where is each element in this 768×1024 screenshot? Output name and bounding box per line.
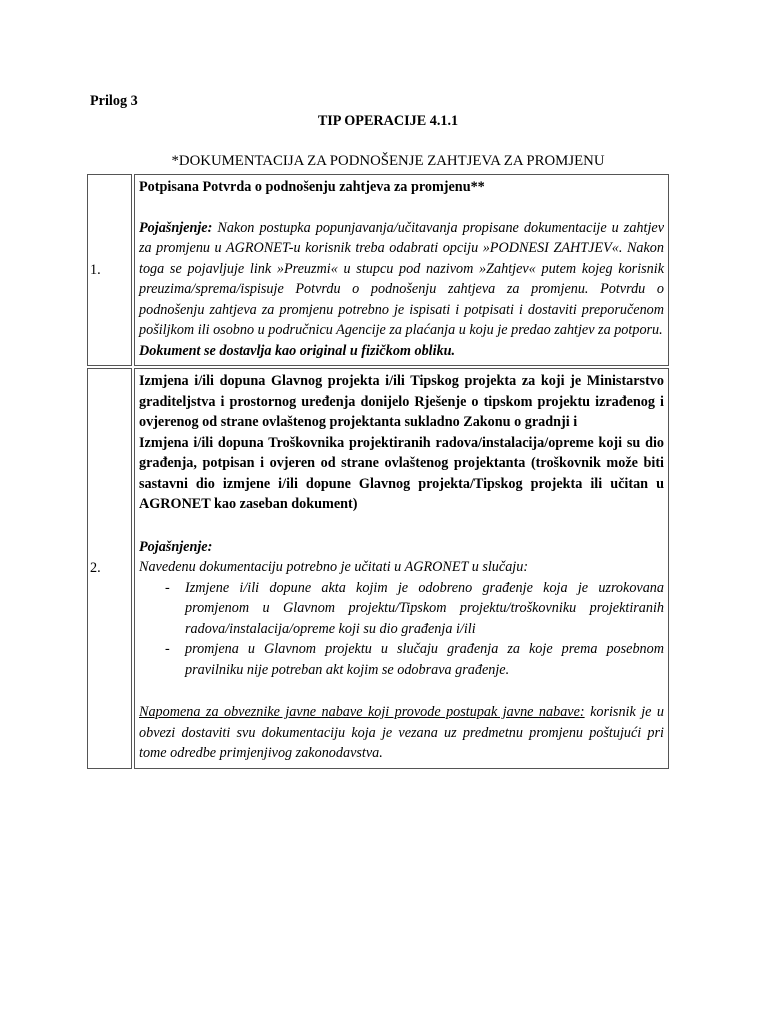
table-row	[87, 368, 669, 769]
row-number: 1.	[87, 174, 132, 366]
explanation-label: Pojašnjenje:	[139, 538, 213, 555]
list-item-text: Izmjene i/ili dopune akta kojim je odobreno građenje koja je uzrokovana promjenom u Glavnom projektu/Tipskom projektu/troškovniku projektiranih radova/instalacija/opreme koji su dio građenja i/ili	[185, 579, 664, 637]
document-item-title: Potpisana Potvrda o podnošenju zahtjeva za promjenu**	[139, 179, 485, 195]
annex-label: Prilog 3	[90, 93, 138, 109]
row-number: 2.	[87, 368, 132, 769]
dash-bullet: -	[165, 641, 170, 657]
explanation-text: Nakon postupka popunjavanja/učitavanja propisane dokumentacije u zahtjev za promjenu u AGRONET-u korisnik treba odabrati opciju »PODNESI ZAHTJEV«. Nakon toga se pojavljuje link »Preuzmi« u stupcu pod nazivom »Zahtjev« putem kojeg korisnik preuzima/sprema/ispisuje Potvrdu o podnošenju zahtjeva za promjenu. Potvrdu o podnošenju zahtjeva za promjenu potrebno je ispisati i potpisati i dostaviti preporučenom pošiljkom ili osobno u područnicu Agencije za plaćanja u koju je predao zahtjev za potporu.	[139, 219, 664, 338]
row-content	[134, 174, 669, 366]
list-item	[165, 578, 664, 640]
list-item-text: promjena u Glavnom projektu u slučaju građenja za koje prema posebnom pravilniku nije potreban akt kojim se odobrava građenje.	[185, 641, 664, 678]
dash-bullet: -	[165, 579, 170, 596]
document-item-title-continued: Izmjena i/ili dopuna Troškovnika projektiranih radova/instalacija/opreme koji su dio građenja, potpisan i ovjeren od strane ovlaštenog projektanta (troškovnik može biti sastavni dio izmjene i/ili dopune Glavnog projekta/Tipskog projekta ili učitan u AGRONET kao zaseban dokument)	[139, 434, 664, 512]
documentation-table	[85, 172, 671, 771]
public-procurement-notice	[139, 702, 664, 764]
notice-label: Napomena za obveznike javne nabave koji provode postupak javne nabave:	[139, 704, 585, 720]
notice-text: korisnik je u obvezi dostaviti svu dokumentaciju koja je vezana uz predmetnu promjenu poštujući pri tome odredbe primjenjivog zakonodavstva.	[139, 704, 664, 761]
document-title: *DOKUMENTACIJA ZA PODNOŠENJE ZAHTJEVA ZA PROMJENU	[171, 153, 605, 169]
delivery-note: Dokument se dostavlja kao original u fizičkom obliku.	[139, 342, 456, 359]
table-row	[87, 174, 669, 366]
explanation-paragraph	[139, 218, 664, 341]
row-content	[134, 368, 669, 769]
list-item	[165, 639, 664, 680]
explanation-intro: Navedenu dokumentaciju potrebno je učitati u AGRONET u slučaju:	[139, 559, 529, 575]
condition-list	[139, 578, 664, 681]
operation-type-heading: TIP OPERACIJE 4.1.1	[317, 113, 459, 129]
document-item-title: Izmjena i/ili dopuna Glavnog projekta i/ili Tipskog projekta za koji je Ministarstvo graditeljstva i prostornog uređenja donijelo Rješenje o tipskom projektu izrađenog i ovjerenog od strane ovlaštenog projektanta sukladno Zakonu o gradnji i	[139, 373, 664, 430]
explanation-label: Pojašnjenje:	[139, 219, 213, 236]
